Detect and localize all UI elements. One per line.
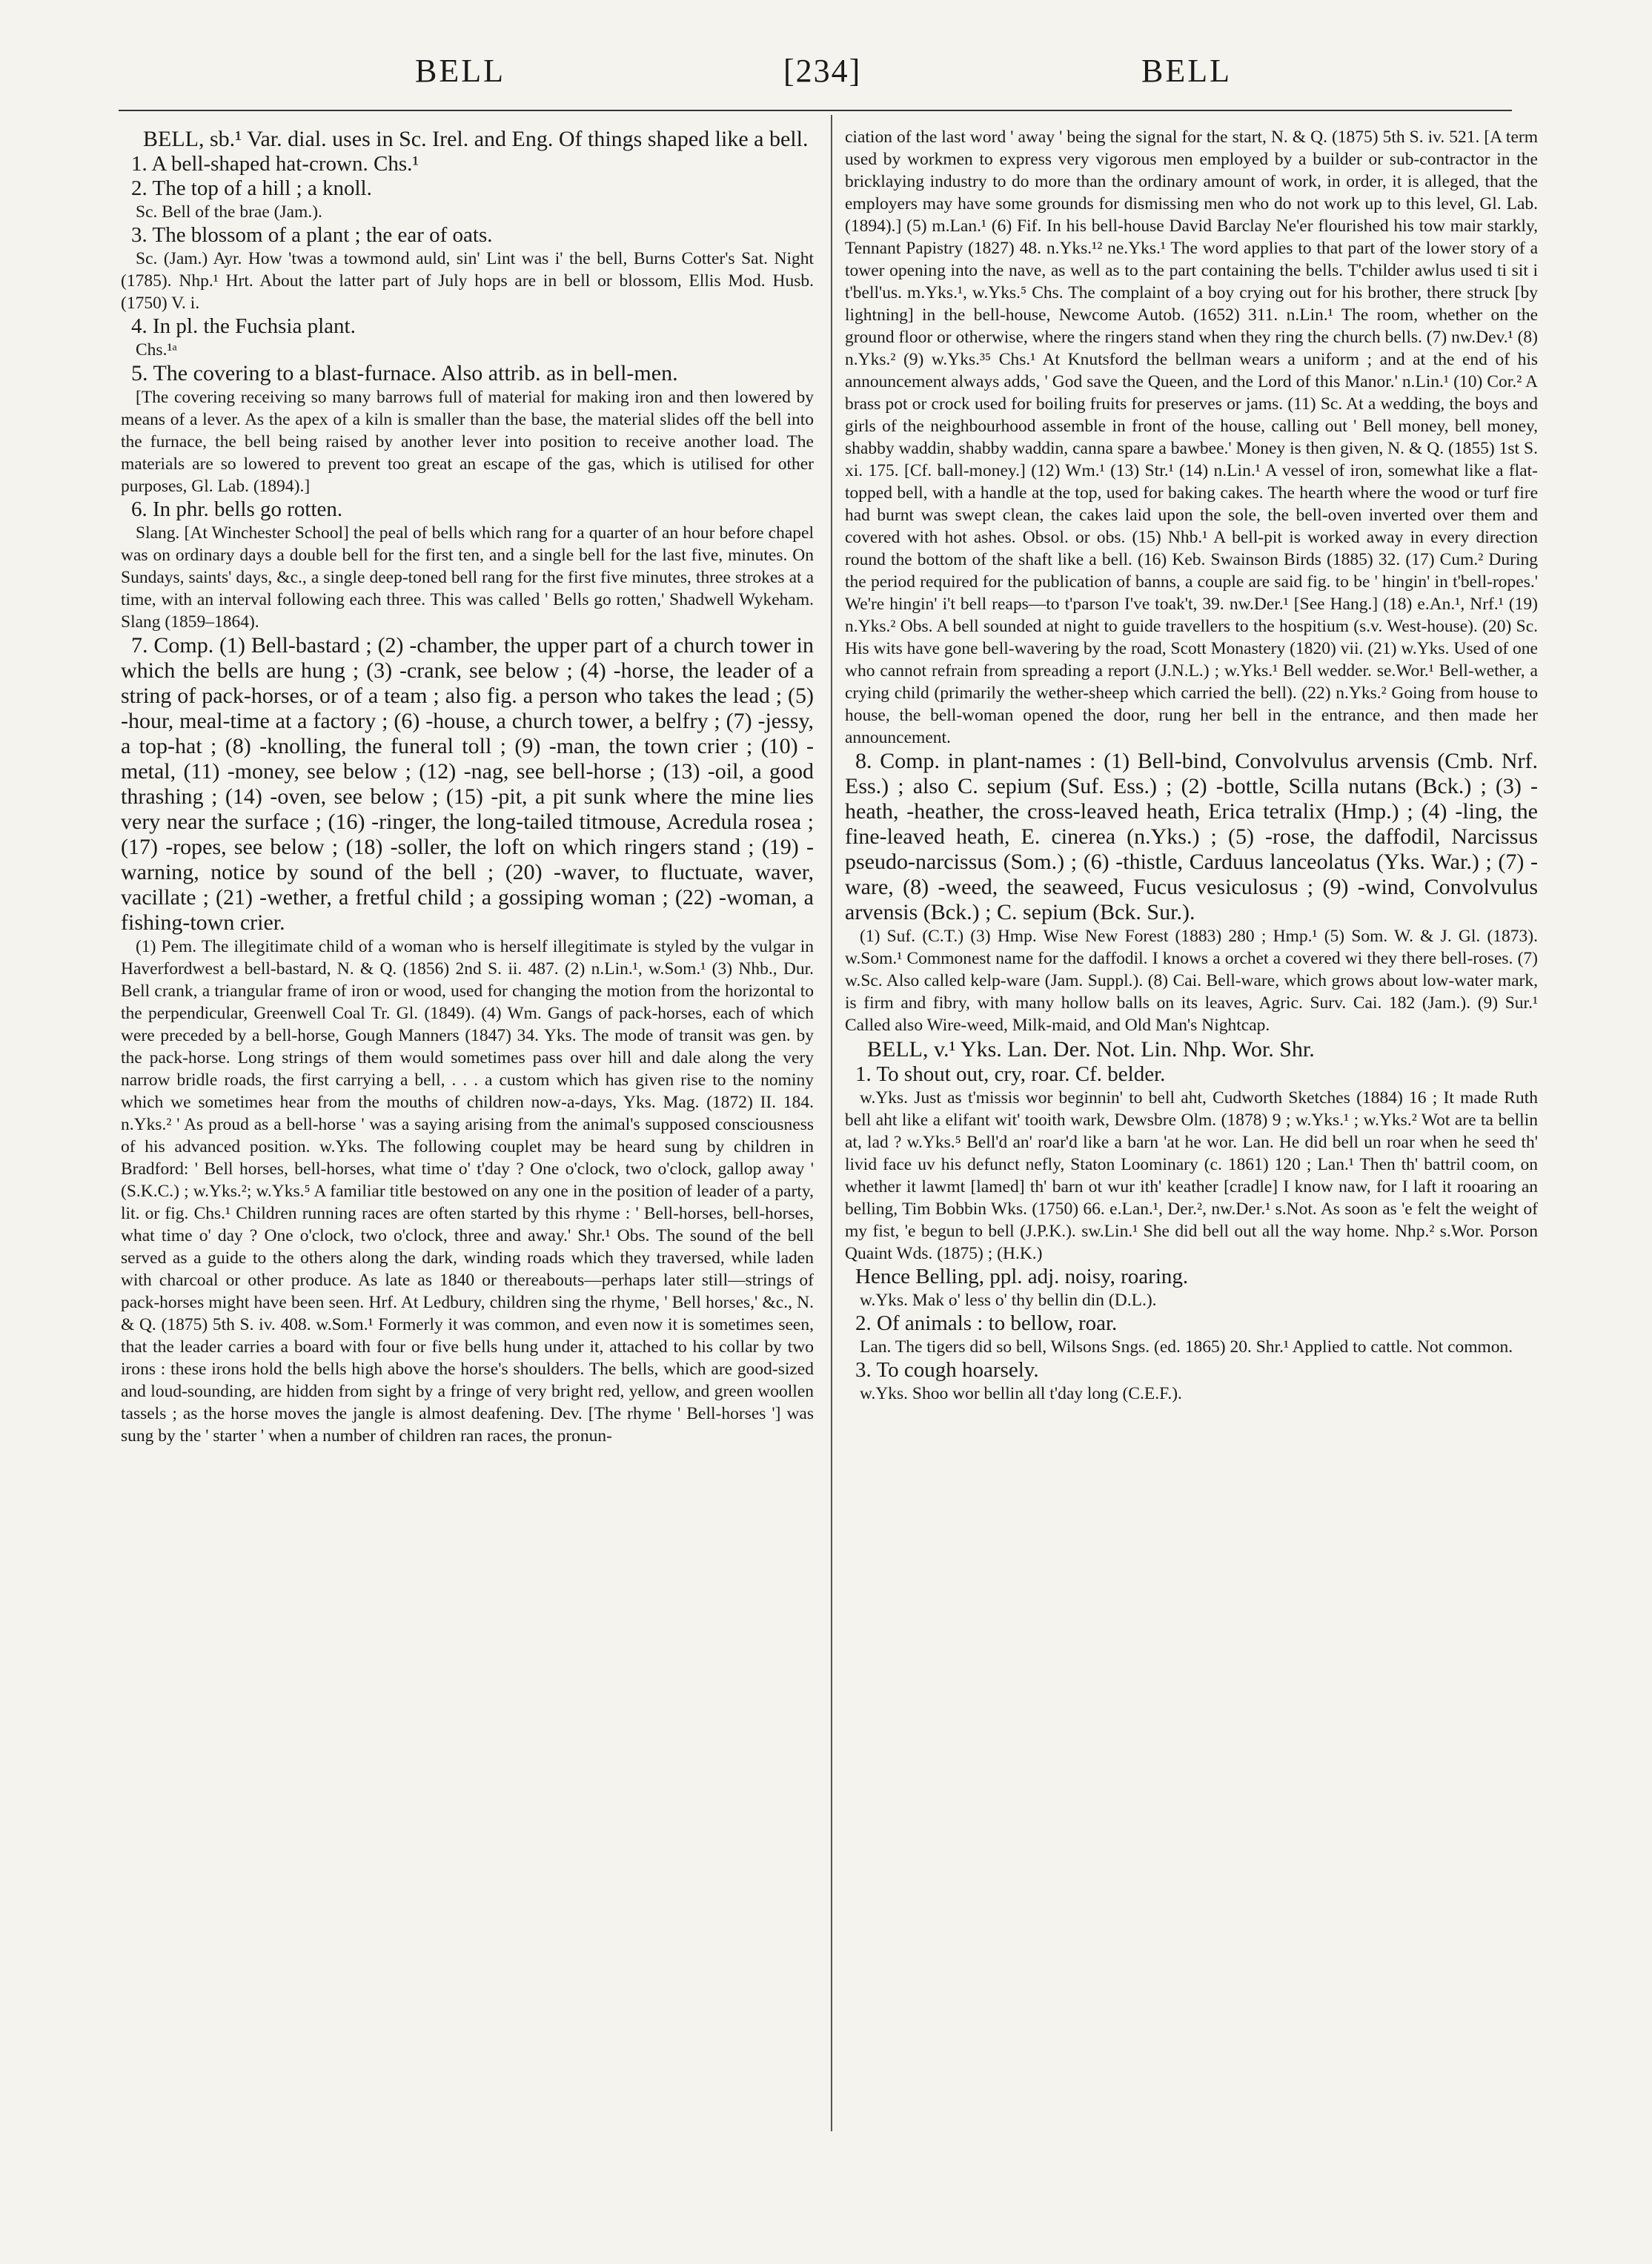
left-column-paragraph: 5. The covering to a blast-furnace. Also attrib. as in bell-men. xyxy=(131,361,678,385)
running-header xyxy=(0,52,1652,104)
right-column-paragraph: 8. Comp. in plant-names : (1) Bell-bind, Convolvulus arvensis (Cmb. Nrf. Ess.) ; also C. sepium (Suf. Ess.) ; (2) -bottle, Scilla nutans (Bck.) ; (3) -heath, -heather, the cross-leaved heath, Erica tetralix (Hmp.) ; (4) -ling, the fine-leaved heath, E. cinerea (n.Yks.) ; (5) -rose, the daffodil, Narcissus pseudo-narcissus (Som.) ; (6) -thistle, Carduus lanceolatus (Yks. War.) ; (7) -ware, (8) -weed, the seaweed, Fucus vesiculosus ; (9) -wind, Convolvulus arvensis (Bck.) ; C. sepium (Bck. Sur.). xyxy=(845,749,1538,924)
left-column-paragraph: Sc. (Jam.) Ayr. How 'twas a towmond auld, sin' Lint was i' the bell, Burns Cotter's Sat. Night (1785). Nhp.¹ Hrt. About the latter part of July hops are in bell or blossom, Ellis Mod. Husb. (1750) V. i. xyxy=(121,249,814,313)
header-left-word: BELL xyxy=(415,53,505,89)
left-column-paragraph: 2. The top of a hill ; a knoll. xyxy=(131,176,372,200)
right-column xyxy=(845,126,1538,1405)
right-column-paragraph: (1) Suf. (C.T.) (3) Hmp. Wise New Forest (1883) 280 ; Hmp.¹ (5) Som. W. & J. Gl. (1873). w.Som.¹ Commonest name for the daffodil. I knows a orchet a covered wi they there bell-roses. (7) w.Sc. Also called kelp-ware (Jam. Suppl.). (8) Cai. Bell-ware, which grows about low-water mark, is firm and fibry, with many hollow balls on its leaves, Agric. Surv. Cai. 182 (Jam.). (9) Sur.¹ Called also Wire-weed, Milk-maid, and Old Man's Nightcap. xyxy=(845,927,1538,1035)
left-column-paragraph: BELL, sb.¹ Var. dial. uses in Sc. Irel. and Eng. Of things shaped like a bell. xyxy=(143,127,809,151)
left-column-paragraph: (1) Pem. The illegitimate child of a woman who is herself illegitimate is styled by the vulgar in Haverfordwest a bell-bastard, N. & Q. (1856) 2nd S. ii. 487. (2) n.Lin.¹, w.Som.¹ (3) Nhb., Dur. Bell crank, a triangular frame of iron or wood, used for changing the motion from the horizontal to the perpendicular, Greenwell Coal Tr. Gl. (1849). (4) Wm. Gangs of pack-horses, each of which were preceded by a bell-horse, Gough Manners (1847) 34. Yks. The mode of transit was gen. by the pack-horse. Long strings of them would sometimes pass over hill and dale along the very narrow bridle roads, the first carrying a bell, . . . a custom which has given rise to the nominy which we sometimes hear from the mouths of children now-a-days, Yks. Mag. (1872) II. 184. n.Yks.² ' As proud as a bell-horse ' was a saying arising from the animal's supposed consciousness of his advanced position. w.Yks. The following couplet may be heard sung by children in Bradford: ' Bell horses, bell-horses, what time o' t'day ? One o'clock, two o'clock, gallop away ' (S.K.C.) ; w.Yks.²; w.Yks.⁵ A familiar title bestowed on any one in the position of leader of a party, lit. or fig. Chs.¹ Children running races are often started by this rhyme : ' Bell-horses, bell-horses, what time o' day ? One o'clock, two o'clock, three and away.' Shr.¹ Obs. The sound of the bell served as a guide to the others along the dark, winding roads which they traversed, while laden with charcoal or other produce. As late as 1840 or thereabouts—perhaps later still—strings of pack-horses might have been seen. Hrf. At Ledbury, children sing the rhyme, ' Bell horses,' &c., N. & Q. (1875) 5th S. iv. 408. w.Som.¹ Formerly it was common, and even now it is sometimes seen, that the leader carries a board with four or five bells hung under it, attached to his collar by two irons : these irons hold the bells high above the horse's shoulders. The bells, which are good-sized and loud-sounding, are hidden from sight by a fringe of very bright red, yellow, and green woollen tassels ; as the horse moves the jangle is almost deafening. Dev. [The rhyme ' Bell-horses '] was sung by the ' starter ' when a number of children ran races, the pronun- xyxy=(121,937,814,1446)
left-column-paragraph: 1. A bell-shaped hat-crown. Chs.¹ xyxy=(131,152,419,176)
left-column-paragraph: Chs.¹ᵃ xyxy=(136,340,177,360)
page-number: [234] xyxy=(783,53,862,89)
left-column-paragraph: Sc. Bell of the brae (Jam.). xyxy=(136,202,322,222)
right-column-paragraph: w.Yks. Mak o' less o' thy bellin din (D.L.). xyxy=(860,1291,1157,1310)
right-column-paragraph: 1. To shout out, cry, roar. Cf. belder. xyxy=(855,1062,1166,1086)
header-right-word: BELL xyxy=(1141,53,1232,89)
right-column-paragraph: w.Yks. Shoo wor bellin all t'day long (C.E.F.). xyxy=(860,1384,1182,1403)
right-column-paragraph: Lan. The tigers did so bell, Wilsons Sngs. (ed. 1865) 20. Shr.¹ Applied to cattle. Not common. xyxy=(860,1337,1513,1357)
left-column-paragraph: 6. In phr. bells go rotten. xyxy=(131,497,343,521)
column-divider xyxy=(831,115,832,2131)
right-column-paragraph: Hence Belling, ppl. adj. noisy, roaring. xyxy=(855,1265,1189,1288)
left-column-paragraph: 3. The blossom of a plant ; the ear of oats. xyxy=(131,223,493,247)
right-column-paragraph: BELL, v.¹ Yks. Lan. Der. Not. Lin. Nhp. Wor. Shr. xyxy=(867,1037,1315,1062)
right-column-paragraph: ciation of the last word ' away ' being the signal for the start, N. & Q. (1875) 5th S. iv. 521. [A term used by workmen to express very vigorous men employed by a builder or sub-contractor in the bricklaying industry to do more than the ordinary amount of work, in order, it is alleged, that the employers may have some grounds for dismissing men who do not work up to this level, Gl. Lab. (1894).] (5) m.Lan.¹ (6) Fif. In his bell-house David Barclay Ne'er flourished his tow mair starkly, Tennant Papistry (1827) 48. n.Yks.¹² ne.Yks.¹ The word applies to that part of the lower story of a tower opening into the nave, as well as to the part containing the bells. T'childer awlus used ti sit i t'bell'us. m.Yks.¹, w.Yks.⁵ Chs. The complaint of a boy crying out for his brother, there struck [by lightning] in the bell-house, Newcome Autob. (1652) 311. n.Lin.¹ The room, whether on the ground floor or otherwise, where the ringers stand when they ring the church bells. (7) nw.Dev.¹ (8) n.Yks.² (9) w.Yks.³⁵ Chs.¹ At Knutsford the bellman wears a uniform ; and at the end of his announcement always adds, ' God save the Queen, and the Lord of this Manor.' n.Lin.¹ (10) Cor.² A brass pot or crock used for boiling fruits for preserves or jams. (11) Sc. At a wedding, the boys and girls of the neighbourhood assemble in front of the house, calling out ' Bell money, bell money, shabby waddin, shabby waddin, canna spare a bawbee.' Money is then given, N. & Q. (1855) 1st S. xi. 175. [Cf. ball-money.] (12) Wm.¹ (13) Str.¹ (14) n.Lin.¹ A vessel of iron, somewhat like a flat-topped bell, with a handle at the top, used for baking cakes. The hearth where the wood or turf fire had burnt was swept clean, the cakes laid upon the sole, the bell-oven inverted over them and covered with hot ashes. Obsol. or obs. (15) Nhb.¹ A bell-pit is worked away in every direction round the bottom of the shaft like a bell. (16) Keb. Swainson Birds (1885) 32. (17) Cum.² During the period required for the publication of banns, a couple are said fig. to be ' hingin' in t'bell-ropes.' We're hingin' i't bell reaps—to t'parson I've toak't, 39. nw.Der.¹ [See Hang.] (18) e.An.¹, Nrf.¹ (19) n.Yks.² Obs. A bell sounded at night to guide travellers to the hospitium (s.v. West-house). (20) Sc. His wits have gone bell-wavering by the road, Scott Monastery (1820) vii. (21) w.Yks. Used of one who cannot refrain from spreading a report (J.N.L.) ; w.Yks.¹ Bell wedder. se.Wor.¹ Bell-wether, a crying child (primarily the wether-sheep which carried the bell). (22) n.Yks.² Going from house to house, the bell-woman opened the door, rung her bell in the entrance, and then made her announcement. xyxy=(845,128,1538,747)
left-column xyxy=(121,126,814,1447)
left-column-paragraph: 7. Comp. (1) Bell-bastard ; (2) -chamber, the upper part of a church tower in which the bells are hung ; (3) -crank, see below ; (4) -horse, the leader of a string of pack-horses, or of a team ; also fig. a person who takes the lead ; (5) -hour, meal-time at a factory ; (6) -house, a church tower, a belfry ; (7) -jessy, a top-hat ; (8) -knolling, the funeral toll ; (9) -man, the town crier ; (10) -metal, (11) -money, see below ; (12) -nag, see bell-horse ; (13) -oil, a good thrashing ; (14) -oven, see below ; (15) -pit, a pit sunk where the mine lies very near the surface ; (16) -ringer, the long-tailed titmouse, Acredula rosea ; (17) -ropes, see below ; (18) -soller, the loft on which ringers stand ; (19) -warning, notice by sound of the bell ; (20) -waver, to fluctuate, waver, vacillate ; (21) -wether, a fretful child ; a gossiping woman ; (22) -woman, a fishing-town crier. xyxy=(121,633,814,935)
right-column-paragraph: 2. Of animals : to bellow, roar. xyxy=(855,1311,1118,1335)
header-rule xyxy=(119,110,1512,111)
right-column-paragraph: w.Yks. Just as t'missis wor beginnin' to bell aht, Cudworth Sketches (1884) 16 ; It made Ruth bell aht like a elifant wit' tooith wark, Dewsbre Olm. (1878) 9 ; w.Yks.¹ ; w.Yks.² Wot are ta bellin at, lad ? w.Yks.⁵ Bell'd an' roar'd like a barn 'at he wor. Lan. He did bell un roar when he seed th' livid face uv his defunct nefly, Staton Loominary (c. 1861) 120 ; Lan.¹ Then th' battril coom, on whether it lawmt [lamed] th' barn ot wur ith' keather [cradle] I know naw, for I laft it rooaring an belling, Tim Bobbin Wks. (1750) 66. e.Lan.¹, Der.², nw.Der.¹ s.Not. As soon as 'e felt the weight of my fist, 'e begun to bell (J.P.K.). sw.Lin.¹ She did bell out all the way home. Nhp.² s.Wor. Porson Quaint Wds. (1875) ; (H.K.) xyxy=(845,1088,1538,1263)
left-column-paragraph: Slang. [At Winchester School] the peal of bells which rang for a quarter of an hour before chapel was on ordinary days a double bell for the first ten, and a single bell for the last five, minutes. On Sundays, saints' days, &c., a single deep-toned bell rang for the first five minutes, three strokes at a time, with an interval following each three. This was called ' Bells go rotten,' Shadwell Wykeham. Slang (1859–1864). xyxy=(121,523,814,632)
right-column-paragraph: 3. To cough hoarsely. xyxy=(855,1358,1039,1382)
left-column-paragraph: [The covering receiving so many barrows full of material for making iron and then lowered by means of a lever. As the apex of a kiln is smaller than the base, the material slides off the bell into the furnace, the bell being raised by another lever into position to receive another load. The materials are so lowered to prevent too great an escape of the gas, which is utilised for other purposes, Gl. Lab. (1894).] xyxy=(121,388,814,496)
left-column-paragraph: 4. In pl. the Fuchsia plant. xyxy=(131,314,356,338)
